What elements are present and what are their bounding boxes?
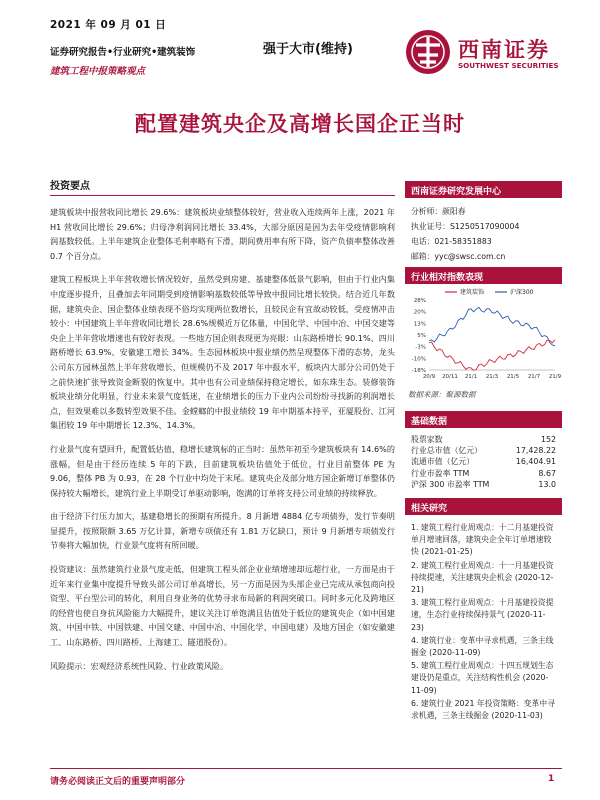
chart-svg [405,286,562,386]
logo-text-cn: 西南证券 [458,37,550,62]
paragraph-2: 建筑工程板块上半年营收增长情况较好，虽然受到房建、基建整体低景气影响，但由于行业内集中度逐步提升，且叠加去年同期受到疫情影响基数较低等导致中报同比增长较快。结合近几年数据，建筑央企、国企整体业绩表现不俗均实现两位数增长，且较民企有宜故动较低，受疫情冲击较小：中国建筑上半年营收同比增长 28.6%规模近万亿体量，中国化学、中国中冶、中国交建等央企上半年营收增速也有较好表现。一些地方国企则表现更为亮眼：山东路桥增长 90.1%、四川路桥增长 63.9%、安徽建工增长 34%。生态园林板块中报业绩仍然呈现整体下滑的态势，龙头公司东方园林虽然上半年营收增长，但规模仍不及 2017 年中报水平，板块内大部分公司仍处于之前快速扩张导致资金断裂的恢复中。其中也有公司业绩保持稳定增长，如东珠生态。装修装饰板块业绩分化明显，行业未来景气度低迷，在业绩增长的压力下业内公司纷纷寻找新的利润增长点，但效果难以多数转型效果不佳。金螳螂的中报业绩较 19 年中期基本持平，亚厦股份、江河集团较 19 年中期增长 12.3%、14.3%。 [50,274,395,431]
report-title: 配置建筑央企及高增长国企正当时 [135,111,465,136]
stat-row [405,479,562,490]
analyst-license: 执业证号：S1250517090004 [411,222,520,231]
legend-label: 建筑装饰 [460,289,485,296]
section-title: 投资要点 [50,177,395,196]
y-tick-label: -18% [411,368,426,374]
series-line-0 [429,340,555,371]
y-tick-label: 20% [413,309,426,316]
stat-label: 行业市盈率 TTM [411,468,470,478]
analyst-name: 分析师：颜阳春 [411,207,466,216]
paragraph-6: 风险提示：宏观经济系统性风险、行业政策风险。 [50,660,229,671]
stat-value: 17,428.22 [515,446,556,456]
basic-data-title: 基础数据 [405,411,562,428]
x-tick-label: 21/7 [527,374,541,380]
paragraph-1: 建筑板块中报营收同比增长 29.6%：建筑板块业绩整体较好，营业收入连续两年上涨，2021 年 H1 营收同比增长 29.6%；归母净利润同比增长 33.4%，大部分原因是因为去年受疫情影响利润基数较低。上半年建筑企业整体毛利率略有下滑，期间费用率有所下降，资产负债率整体改善 0.7 个百分点。 [50,207,395,261]
related-title: 相关研究 [405,498,562,515]
related-item[interactable]: 3. 建筑工程行业周观点：十月基建投资提速，生态行业持续保持景气 (2020-11-23) [411,598,554,632]
x-tick-label: 20/11 [442,374,458,380]
industry-rating: 强于大市(维持) [263,42,353,57]
analyst-email: 邮箱：yyc@swsc.com.cn [411,252,506,261]
report-series: 证券研究报告•行业研究•建筑装饰 [50,47,196,58]
stat-value: 152 [540,435,556,444]
stat-value: 13.0 [538,479,556,489]
x-tick-label: 20/9 [422,374,436,380]
related-research [405,498,562,723]
stat-label: 股票家数 [411,435,443,444]
report-subtitle: 建筑工程中报策略观点 [50,66,146,77]
y-tick-label: 28% [413,298,426,304]
stat-row [405,456,562,467]
report-date: 2021 年 09 月 01 日 [50,19,167,31]
logo-text-en: SOUTHWEST SECURITIES [458,61,559,70]
paragraph-5: 投资建议：虽然建筑行业景气度走低，但建筑工程头部企业业绩增速却远超行业，一方面是由于近年来行业集中度提升导致头部公司订单高增长，另一方面是因为头部企业已完成从承包商向投资型、平台型公司的转化，利用自身业务的优势寻求布局新的利润突破口。同时多元化及跨地区的经营也使自身抗风险能力大幅提升，建议关注订单饱满且估值处于低位的建筑央企（如中国建筑、中国中铁、中国铁建、中国交建、中国中冶、中国化学、中国电建）及地方国企（如安徽建工、山东路桥、四川路桥、上海建工、隧道股份）。 [50,564,395,648]
stat-value: 8.67 [538,468,556,478]
stat-row [405,434,562,445]
basic-data [405,411,562,490]
investment-highlights [50,177,395,673]
y-tick-label: -10% [411,356,426,363]
y-tick-label: 13% [413,321,426,328]
analyst-phone: 电话：021-58351883 [411,237,492,246]
y-tick-label: -3% [415,344,426,351]
footer-disclaimer: 请务必阅读正文后的重要声明部分 [50,777,186,787]
related-item[interactable]: 6. 建筑行业 2021 年投资策略：变革中寻求机遇，三条主线掘金 (2020-11-03) [411,698,555,721]
chart-source: 数据来源：聚源数据 [408,390,476,399]
stat-row [405,445,562,456]
stat-value: 16,404.91 [515,457,556,467]
related-item[interactable]: 5. 建筑工程行业周观点：十四五规划生态建设仍是重点，关注结构性机会 (2020-11-09) [411,661,554,695]
chart-header [405,267,562,284]
paragraph-3: 行业景气度有望回升，配置低估值、稳增长建筑标的正当时：虽然年初至今建筑板块有 14.6%的涨幅，但是由于经历连续 5 年的下跌，目前建筑板块估值处于低位，行业目前整体 PE 为 9.06，整体 PB 为 0.93，在 28 个行业中均处于末尾。建筑央企及部分地方国企新增订单整体仍保持较大幅增长，建筑行业上半期受订单驱动影响，饱满的订单将支持公司业绩的持续释放。 [50,443,395,498]
legend-label: 沪深300 [510,289,534,296]
y-tick-label: 5% [417,333,426,339]
x-tick-label: 21/5 [506,374,520,380]
page-number: 1 [548,774,555,784]
relative-index-chart [405,286,562,386]
related-item[interactable]: 1. 建筑工程行业周观点：十二月基建投资单月增速回落，建筑央企全年订单增速较快 (2021-01-25) [411,523,554,557]
x-tick-label: 21/1 [464,374,478,380]
stat-label: 沪深 300 市盈率 TTM [411,479,490,489]
stats-list [405,434,562,490]
series-line-1 [429,307,555,345]
footer-divider [50,768,562,769]
logo-mark-icon [406,30,450,74]
analyst-box [405,181,562,264]
company-logo [406,30,576,78]
related-item[interactable]: 2. 建筑工程行业周观点：十一月基建投资持续提速，关注建筑央企机会 (2020-12-21) [411,560,554,595]
stat-row [405,468,562,479]
related-item[interactable]: 4. 建筑行业：变革中寻求机遇，三条主线掘金 (2020-11-09) [411,635,554,658]
stat-label: 流通市值（亿元） [411,457,475,467]
x-tick-label: 21/9 [548,374,562,380]
chart-title: 行业相对指数表现 [405,267,562,284]
stat-label: 行业总市值（亿元） [411,446,483,456]
paragraph-4: 由于经济下行压力加大，基建稳增长的预期有所提升。8 月新增 4884 亿专项债券，发行节奏明显提升，按照限额 3.65 万亿计算，新增专项债还有 1.81 万亿缺口，预计 9 月新增专项债发行节奏将大幅加快，行业景气度将有所回暖。 [50,511,395,551]
related-list [405,522,562,722]
x-tick-label: 21/3 [485,374,499,380]
team-title: 西南证券研究发展中心 [405,181,562,198]
